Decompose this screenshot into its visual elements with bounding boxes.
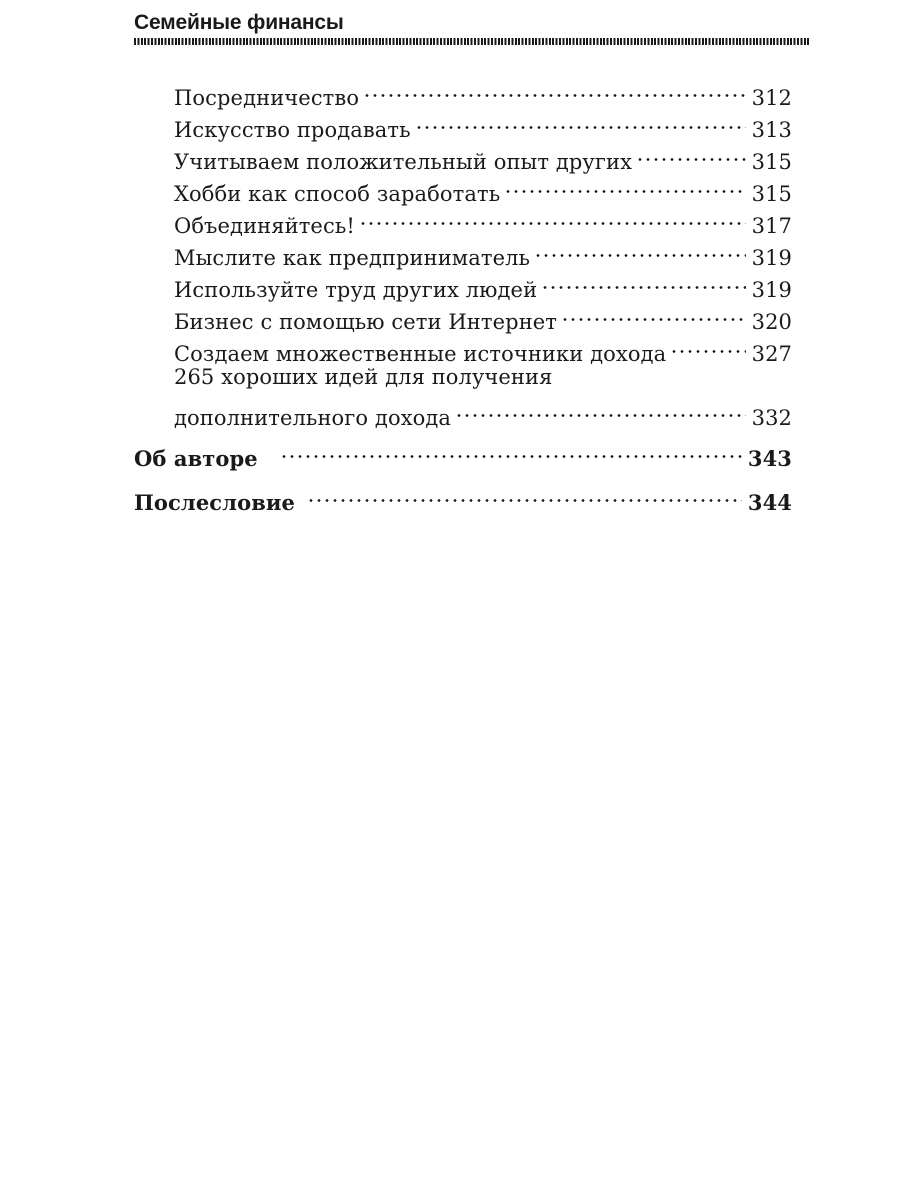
dot-leader — [455, 393, 746, 425]
toc-entry[interactable] — [174, 297, 792, 334]
toc-entry[interactable] — [174, 265, 792, 302]
toc-entry-title: Создаем множественные источники дохода — [174, 342, 667, 366]
toc-entry-page: 315 — [751, 150, 792, 174]
toc-entry-title: Мыслите как предприниматель — [174, 246, 531, 270]
toc-chapter-title: Послесловие — [134, 490, 296, 515]
dot-leader — [280, 434, 742, 466]
running-head-title: Семейные финансы — [134, 11, 344, 34]
running-head — [134, 10, 810, 36]
toc-entry-title: Искусство продавать — [174, 118, 411, 142]
toc-entry[interactable] — [174, 137, 792, 174]
toc-entry[interactable] — [174, 201, 792, 238]
toc-entry[interactable] — [174, 233, 792, 270]
dot-leader — [307, 478, 742, 510]
toc-entry-title: Объединяйтесь! — [174, 214, 355, 238]
toc-entry-title-line2: дополнительного дохода — [174, 406, 452, 430]
toc-entry-wrapped-first-line[interactable] — [174, 361, 792, 393]
toc-entry-page: 313 — [751, 118, 792, 142]
table-of-contents — [0, 73, 900, 515]
toc-chapter-entry[interactable] — [134, 434, 792, 471]
toc-entry[interactable] — [174, 105, 792, 142]
toc-chapter-title: Об авторе — [134, 446, 258, 471]
toc-entry-page: 312 — [751, 86, 792, 110]
dot-leader — [363, 73, 746, 105]
toc-entry-page: 319 — [751, 278, 792, 302]
toc-entry-page: 319 — [751, 246, 792, 270]
toc-entry-title: Хобби как способ заработать — [174, 182, 501, 206]
toc-entry-title: Бизнес с помощью сети Интернет — [174, 310, 558, 334]
toc-entry-title: Посредничество — [174, 86, 360, 110]
toc-chapter-page: 343 — [747, 446, 792, 471]
toc-entry-page: 320 — [751, 310, 792, 334]
toc-entry[interactable] — [174, 73, 792, 110]
toc-entry[interactable] — [174, 329, 792, 366]
running-head-rule — [134, 38, 810, 45]
dot-leader — [561, 297, 746, 329]
dot-leader — [534, 233, 746, 265]
toc-entry[interactable] — [174, 393, 792, 430]
toc-chapter-page: 344 — [747, 490, 792, 515]
toc-chapter-entry[interactable] — [134, 478, 792, 515]
toc-entry-page: 332 — [751, 406, 792, 430]
toc-entry-title-line1: 265 хороших идей для получения — [174, 365, 553, 389]
dot-leader — [670, 329, 745, 361]
dot-leader — [359, 201, 746, 233]
dot-leader — [541, 265, 745, 297]
dot-leader — [415, 105, 746, 137]
toc-entry-page: 317 — [751, 214, 792, 238]
dot-leader — [636, 137, 746, 169]
toc-entry-title: Используйте труд других людей — [174, 278, 538, 302]
toc-entry-title: Учитываем положительный опыт других — [174, 150, 633, 174]
toc-entry[interactable] — [174, 169, 792, 206]
dot-leader — [504, 169, 745, 201]
toc-entry-page: 327 — [751, 342, 792, 366]
toc-entry-page: 315 — [751, 182, 792, 206]
